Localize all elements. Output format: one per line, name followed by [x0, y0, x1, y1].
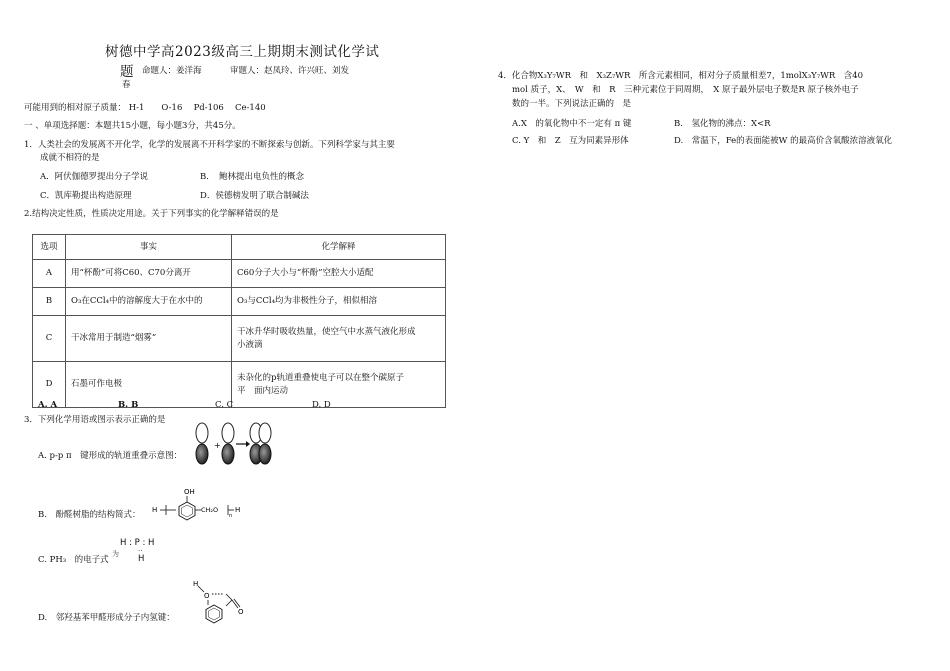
q1-option-b: B． 鲍林提出电负性的概念	[200, 172, 304, 182]
explain-text: O₃与CCl₄均为非极性分子，相似相溶	[237, 296, 378, 306]
arrow-icon	[236, 441, 250, 447]
table-header-row	[33, 235, 446, 260]
ch2o-label: CH₂O	[201, 506, 219, 514]
table-cell-option: A	[33, 260, 66, 288]
q4-option-c: C. Y 和 Z 互为同素异形体	[512, 136, 629, 146]
phenolic-resin-structure	[148, 483, 248, 529]
table-header-cell: 事实	[66, 235, 232, 260]
svg-text:+: +	[214, 441, 221, 450]
table-cell-fact: 用“杯酚”可将C60、C70分离开	[66, 260, 232, 288]
table-row	[33, 316, 446, 362]
ph3-bottom-h: H	[138, 554, 145, 564]
q2-option-c: C. C	[215, 400, 234, 410]
q4-stem: 4．化合物X₃Y₇WR 和 X₃Z₇WR 所含元素相同，相对分子质量相差7，1molX₃Y₇WR 含40	[498, 71, 864, 81]
p-orbital-overlap-result	[250, 423, 271, 464]
h-atom-label: H	[193, 580, 199, 588]
q3-stem: 3．下列化学用语或图示表示正确的是	[24, 415, 166, 425]
table-cell-explain	[232, 260, 446, 288]
table-cell-fact: 石墨可作电极	[66, 362, 232, 408]
ph3-dots: ··	[138, 547, 143, 555]
table-header-cell: 化学解释	[232, 235, 446, 260]
ph3-top-line: H : P : H	[120, 538, 155, 548]
table-cell-fact: 干冰常用于制造“烟雾”	[66, 316, 232, 362]
paper-title: 树德中学高2023级高三上期期末测试化学试	[105, 44, 380, 60]
q1-stem-cont: 成就不相符的是	[40, 153, 100, 163]
table-cell-fact: O₃在CCl₄中的溶解度大于在水中的	[66, 288, 232, 316]
q4-option-b: B. 氢化物的沸点：X<R	[674, 119, 771, 129]
table-row	[33, 260, 446, 288]
q2-option-d: D. D	[312, 400, 331, 410]
p-orbital-overlap-diagram	[190, 422, 274, 466]
q3-option-c: C. PH₃ 的电子式	[38, 555, 109, 565]
reviewer-line: 审题人：赵凤玲、许兴旺、刘发	[230, 66, 350, 76]
h-end-label: H	[152, 506, 158, 514]
q3-option-c-wei: 为	[112, 550, 119, 558]
q4-stem-line2: mol 质子，X、 W 和 R 三种元素位于同周期， X 原子最外层电子数是R 原子核外电子	[512, 85, 859, 95]
explain-text-cont: 平 面内运动	[237, 385, 289, 396]
o-atom-label: O	[204, 592, 210, 600]
atomic-masses: 可能用到的相对原子质量： H-1 O-16 Pd-106 Ce-140	[24, 103, 266, 113]
q4-option-d: D. 常温下，Fe的表面能被W 的最高价含氧酸浓溶液氧化	[674, 136, 893, 146]
n-subscript: n	[229, 513, 233, 519]
oh-label: OH	[184, 488, 195, 496]
ph3-electron-formula	[120, 538, 154, 564]
q3-option-a: A. p-p π 键形成的轨道重叠示意图：	[38, 451, 183, 461]
q3-option-b: B. 酚醛树脂的结构简式：	[38, 510, 141, 520]
table-cell-explain	[232, 316, 446, 362]
table-cell-option: C	[33, 316, 66, 362]
table-cell-option: D	[33, 362, 66, 408]
q1-option-d: D．侯德榜发明了联合制碱法	[200, 191, 309, 201]
p-orbital-right	[222, 423, 234, 464]
q2-option-a: A. A	[38, 400, 58, 410]
explain-text: 干冰升华时吸收热量，使空气中水蒸气液化形成	[237, 326, 416, 337]
table-cell-explain	[232, 362, 446, 408]
q1-option-c: C．凯库勒提出构造原理	[40, 191, 132, 201]
q4-option-a: A.X 的氧化物中不一定有 π 键	[512, 119, 632, 129]
author-line: 命题人：姜洋海	[142, 66, 202, 76]
paper-title-cont: 题	[120, 64, 134, 80]
table-cell-explain	[232, 288, 446, 316]
table-row	[33, 288, 446, 316]
q3-option-d: D. 邻羟基苯甲醛形成分子内氢键：	[38, 613, 175, 623]
p-orbital-left	[196, 423, 208, 464]
salicylaldehyde-hbond-structure	[190, 576, 252, 628]
q1-option-a: A．阿伏伽德罗提出分子学说	[40, 172, 149, 182]
q2-stem: 2.结构决定性质，性质决定用途。关于下列事实的化学解释错误的是	[24, 209, 279, 219]
q2-option-b: B. B	[118, 400, 139, 410]
reviewer-line-cont: 春	[122, 80, 131, 90]
table-cell-option: B	[33, 288, 66, 316]
q2-table	[32, 234, 446, 408]
table-row	[33, 362, 446, 408]
q1-stem: 1．人类社会的发展离不开化学，化学的发展离不开科学家的不断探索与创新。下列科学家与其主要	[24, 140, 395, 150]
table-header-cell: 选项	[33, 235, 66, 260]
explain-text: C60分子大小与“杯酚”空腔大小适配	[237, 268, 374, 278]
o-carbonyl-label: O	[238, 608, 244, 616]
h-end-label-2: H	[235, 506, 241, 514]
explain-text-cont: 小液滴	[237, 339, 263, 350]
section-heading: 一 、单项选择题：本题共15小题，每小题3分，共45分。	[24, 121, 241, 131]
q4-stem-line3: 数的一半。下列说法正确的 是	[512, 99, 632, 109]
explain-text: 未杂化的p轨道重叠使电子可以在整个碳原子	[237, 372, 404, 383]
